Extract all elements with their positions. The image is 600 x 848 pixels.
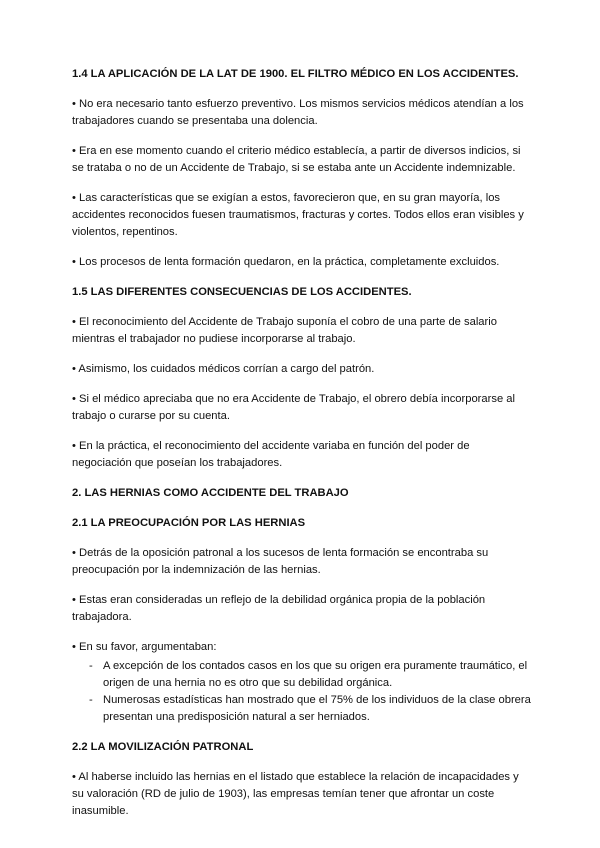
paragraph: • En su favor, argumentaban: [72,641,217,653]
paragraph: • En la práctica, el reconocimiento del accidente variaba en función del poder de negociación que poseían los trabajadores. [72,440,470,469]
paragraph: • Era en ese momento cuando el criterio médico establecía, a partir de diversos indicios, si se trataba o no de un Accidente de Trabajo, si se estaba ante un Accidente indemnizable. [72,145,521,174]
document-page [72,66,532,833]
dash-list [72,658,532,726]
paragraph: • Las características que se exigían a estos, favorecieron que, en su gran mayoría, los accidentes reconocidos fuesen traumatismos, fracturas y cortes. Todos ellos eran visibles y violentos, repentinos. [72,192,524,238]
section-heading-1-5: 1.5 LAS DIFERENTES CONSECUENCIAS DE LOS ACCIDENTES. [72,286,412,298]
paragraph: • Estas eran consideradas un reflejo de la debilidad orgánica propia de la población trabajadora. [72,594,486,623]
paragraph: • Al haberse incluido las hernias en el listado que establece la relación de incapacidades y su valoración (RD de julio de 1903), las empresas temían tener que afrontar un coste inasumible. [72,771,519,817]
dash-bullet: - [89,694,93,706]
paragraph: • Los procesos de lenta formación quedaron, en la práctica, completamente excluidos. [72,256,500,268]
list-item-text: Numerosas estadísticas han mostrado que el 75% de los individuos de la clase obrera presentan una predisposición natural a ser herniados. [103,694,531,723]
list-item-text: A excepción de los contados casos en los que su origen era puramente traumático, el origen de una hernia no es otro que su debilidad orgánica. [103,660,528,689]
section-heading-1-4: 1.4 LA APLICACIÓN DE LA LAT DE 1900. EL FILTRO MÉDICO EN LOS ACCIDENTES. [72,68,519,80]
list-item [72,692,532,726]
list-item [72,658,532,692]
paragraph: • Detrás de la oposición patronal a los sucesos de lenta formación se encontraba su preocupación por la indemnización de las hernias. [72,547,489,576]
section-heading-2-2: 2.2 LA MOVILIZACIÓN PATRONAL [72,741,254,753]
paragraph: • Si el médico apreciaba que no era Accidente de Trabajo, el obrero debía incorporarse al trabajo o curarse por su cuenta. [72,393,515,422]
section-heading-2: 2. LAS HERNIAS COMO ACCIDENTE DEL TRABAJO [72,487,349,499]
paragraph: • Asimismo, los cuidados médicos corrían a cargo del patrón. [72,363,375,375]
dash-bullet: - [89,660,93,672]
paragraph: • El reconocimiento del Accidente de Trabajo suponía el cobro de una parte de salario mientras el trabajador no pudiese incorporarse al trabajo. [72,316,497,345]
paragraph: • No era necesario tanto esfuerzo preventivo. Los mismos servicios médicos atendían a los trabajadores cuando se presentaba una dolencia. [72,98,524,127]
section-heading-2-1: 2.1 LA PREOCUPACIÓN POR LAS HERNIAS [72,517,306,529]
